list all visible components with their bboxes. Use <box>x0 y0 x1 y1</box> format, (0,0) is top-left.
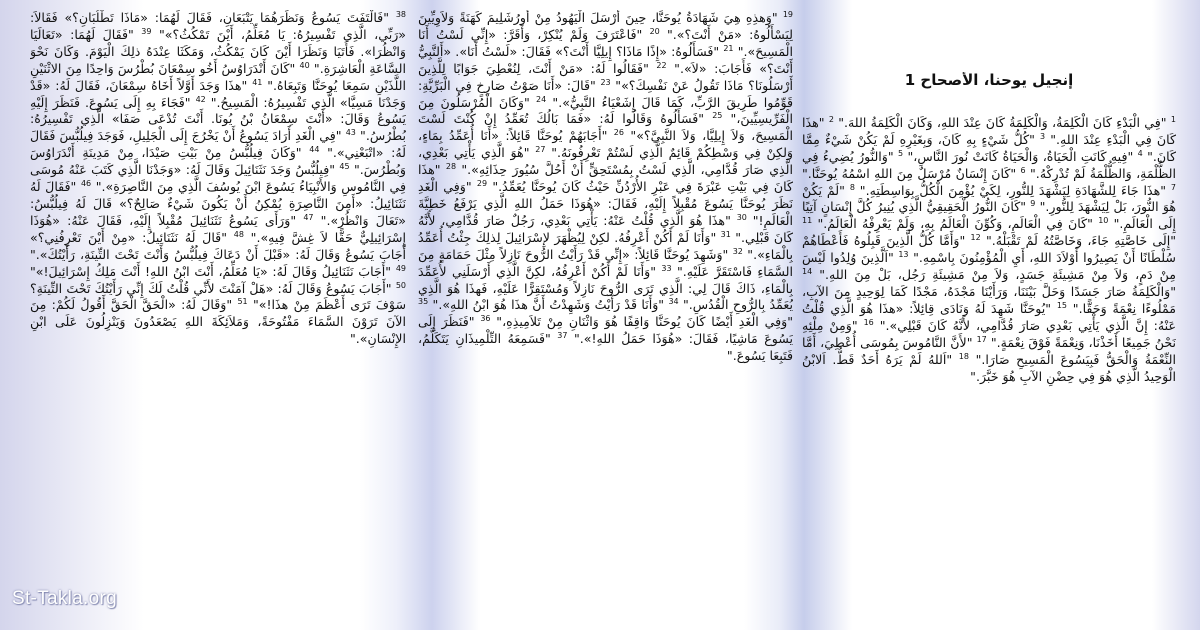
verse-number: 30 <box>736 212 747 222</box>
verse-text: "كَانَ أَنْدَرَاوُسُ أَخُو سِمْعَانَ بُطْرُسَ وَاحِدًا مِنَ الاثْنَيْنِ اللَّذَيْنِ سَمِعَا يُوحَنَّا وَتَبِعَاهُ." <box>30 60 406 93</box>
verse-number: 7 <box>1170 182 1176 192</box>
verse-number: 23 <box>600 77 611 87</box>
verse-number: 6 <box>1020 165 1026 175</box>
verse-number: 41 <box>252 77 263 87</box>
verse-text: "فَجَاءَ بِهِ إِلَى يَسُوعَ. فَنَظَرَ إِلَيْهِ يَسُوعُ وَقَالَ: «أَنْتَ سِمْعَانُ بْنُ يُونَا. أَنْتَ تُدْعَى صَفَا» الَّذِي تَفْسِيرُهُ: بُطْرُسُ." <box>30 94 406 144</box>
verse-number: 40 <box>299 60 310 70</box>
verse-text: "هذَا جَاءَ لِلشَّهَادَةِ لِيَشْهَدَ لِلنُّورِ، لِكَيْ يُؤْمِنَ الْكُلُّ بِوَاسِطَتِهِ." <box>854 182 1171 198</box>
verse-number: 39 <box>141 26 152 36</box>
verse-text: "وَفِي الْغَدِ أَيْضًا كَانَ يُوحَنَّا وَاقِفًا هُوَ وَاثْنَانِ مِنْ تَلاَمِيذِهِ،" <box>490 314 793 330</box>
verse-text: "وَقَالَ لَهُ: «الْحَقَّ الْحَقَّ أَقُولُ لَكُمْ: مِنَ الآنَ تَرَوْنَ السَّمَاءَ مَفْتُوحَةً، وَمَلاَئِكَةَ اللهِ يَصْعَدُونَ وَيَنْزِلُونَ عَلَى ابْنِ الإِنْسَانِ»." <box>30 297 406 347</box>
verse-number: 1 <box>1170 114 1176 124</box>
verse-text: "فَقَالَ لَهُمَا: «تَعَالَيَا وَانْظُرَا». فَأَتَيَا وَنَظَرَا أَيْنَ كَانَ يَمْكُثُ، وَمَكَثَا عِنْدَهُ ذلِكَ الْيَوْمَ. وَكَانَ نَحْوَ السَّاعَةِ الْعَاشِرَةِ." <box>30 26 406 76</box>
verse-text: "فِي الْبَدْءِ كَانَ الْكَلِمَةُ، وَالْكَلِمَةُ كَانَ عِنْدَ اللهِ، وَكَانَ الْكَلِمَةُ اللهَ." <box>833 114 1171 130</box>
verse-text: "إِلَى خَاصَّتِهِ جَاءَ، وَخَاصَّتُهُ لَمْ تَقْبَلْهُ." <box>980 233 1176 249</box>
verse-number: 31 <box>720 229 731 239</box>
verse-text: "كَانَ إِنْسَانٌ مُرْسَلٌ مِنَ اللهِ اسْمُهُ يُوحَنَّا." <box>802 165 1021 181</box>
verse-number: 29 <box>476 178 488 188</box>
verse-text: "اَللهُ لَمْ يَرَهُ أَحَدٌ قَطُّ. اَلابْنُ الْوَحِيدُ الَّذِي هُوَ فِي حِضْنِ الآبِ هُوَ خَبَّرَ." <box>802 351 1176 384</box>
verse-text: "هذَا هُوَ الَّذِي قُلْتُ عَنْهُ: يَأْتِي بَعْدِي، رَجُلٌ صَارَ قُدَّامِي، لأَنَّهُ كَانَ قَبْلِي." <box>418 212 793 245</box>
text-column-left <box>30 10 406 622</box>
verse-text: "وَهذِهِ هِيَ شَهَادَةُ يُوحَنَّا، حِينَ أَرْسَلَ الْيَهُودُ مِنْ أُورُشَلِيمَ كَهَنَةً وَلاَوِيِّينَ لِيَسْأَلُوهُ: «مَنْ أَنْتَ؟»." <box>418 10 793 42</box>
verse-number: 45 <box>339 161 350 171</box>
verse-text: "اَلَّذِينَ وُلِدُوا لَيْسَ مِنْ دَمٍ، وَلاَ مِنْ مَشِيئَةِ جَسَدٍ، وَلاَ مِنْ مَشِيئَةِ رَجُل، بَلْ مِنَ اللهِ." <box>802 250 1176 283</box>
verse-text: "فَسَأَلُوهُ: «إِذًا مَاذَا؟ إِيلِيَّا أَنْتَ؟» فَقَالَ: «لَسْتُ أَنَا». «أَلنَّبِيُّ أَنْتَ؟» فَأَجَابَ: «لاَ»." <box>418 43 793 76</box>
verse-text: "كَانَ فِي الْعَالَمِ، وَكُوِّنَ الْعَالَمُ بِهِ، وَلَمْ يَعْرِفْهُ الْعَالَمُ." <box>812 216 1099 232</box>
verse-number: 20 <box>649 26 660 36</box>
verse-text: "فَقَالُوا لَهُ: «مَنْ أَنْتَ، لِنُعْطِيَ جَوَابًا لِلَّذِينَ أَرْسَلُونَا؟ مَاذَا تَقُولُ عَنْ نَفْسِكَ؟»" <box>418 60 793 93</box>
verse-text: "يُوحَنَّا شَهِدَ لَهُ وَنَادَى قِائِلاً: «هذَا هُوَ الَّذِي قُلْتُ عَنْهُ: إِنَّ الَّذِي يَأْتِي بَعْدِي صَارَ قُدَّامِي، لأَنَّهُ كَانَ قَبْلِي»." <box>802 300 1176 333</box>
verse-number: 8 <box>849 182 855 192</box>
verse-number: 13 <box>898 249 909 259</box>
verse-text: "فَنَظَرَ إِلَى يَسُوعَ مَاشِيًا، فَقَالَ: «هُوَذَا حَمَلُ اللهِ!»." <box>418 314 793 347</box>
verse-text: "فَالْتَفَتَ يَسُوعُ وَنَظَرَهُمَا يَتْبَعَانِ، فَقَالَ لَهُمَا: «مَاذَا تَطْلُبَانِ؟» فَقَالاَ: «رَبِّي، الَّذِي تَفْسِيرُهُ: يَا مُعَلِّمُ، أَيْنَ تَمْكُثُ؟»" <box>30 10 406 42</box>
verse-text: "وَالْكَلِمَةُ صَارَ جَسَدًا وَحَلَّ بَيْنَنَا، وَرَأَيْنَا مَجْدَهُ، مَجْدًا كَمَا لِوَحِيدٍ مِنَ الآبِ، مَمْلُوءًا نِعْمَةً وَحَقًّا." <box>802 283 1176 316</box>
verse-number: 28 <box>445 161 457 171</box>
verse-text: "فِيهِ كَانَتِ الْحَيَاةُ، وَالْحَيَاةُ كَانَتْ نُورَ النَّاسِ،" <box>903 148 1138 164</box>
verse-text: "وَكَانَ فِيلُبُّسُ مِنْ بَيْتِ صَيْدَا، مِنْ مَدِينَةِ أَنْدَرَاوُسَ وَبُطْرُسَ." <box>30 145 406 178</box>
verse-number: 12 <box>970 233 981 243</box>
verse-number: 3 <box>1040 131 1046 141</box>
verse-text: "كَانَ النُّورُ الْحَقِيقِيُّ الَّذِي يُنِيرُ كُلَّ إِنْسَانٍ آتِيًا إِلَى الْعَالَمِ." <box>802 199 1176 232</box>
verse-number: 38 <box>395 10 406 19</box>
verse-number: 11 <box>802 216 813 226</box>
text-column-middle <box>418 10 793 622</box>
verse-number: 10 <box>1098 216 1109 226</box>
verse-text: "فَسَمِعَهُ التِّلْمِيذَانِ يَتَكَلَّمُ، فَتَبِعَا يَسُوعَ." <box>418 331 793 364</box>
verse-number: 32 <box>732 246 743 256</box>
verse-number: 4 <box>1137 148 1143 158</box>
verse-text: "وَالنُّورُ يُضِيءُ فِي الظُّلْمَةِ، وَالظُّلْمَةُ لَمْ تُدْرِكْهُ." <box>802 148 1176 181</box>
verse-number: 51 <box>237 297 248 307</box>
verse-list <box>418 10 793 365</box>
verse-text: "وَأَمَّا كُلُّ الَّذِينَ قَبِلُوهُ فَأَعْطَاهُمْ سُلْطَانًا أَنْ يَصِيرُوا أَوْلاَدَ اللهِ، أَيِ الْمُؤْمِنُونَ بِاسْمِهِ." <box>802 233 1176 266</box>
text-column-right <box>802 72 1176 622</box>
verse-number: 48 <box>233 229 244 239</box>
verse-text: "فِيلُبُّسُ وَجَدَ نَثَنَائِيلَ وَقَالَ لَهُ: «وَجَدْنَا الَّذِي كَتَبَ عَنْهُ مُوسَى فِي النَّامُوسِ وَالأَنْبِيَاءُ يَسُوعَ ابْنَ يُوسُفَ الَّذِي مِنَ النَّاصِرَةِ»." <box>30 162 406 195</box>
verse-text: "قَالَ لَهُ نَثَنَائِيلُ: «مِنْ أَيْنَ تَعْرِفُنِي؟» أَجَابَ يَسُوعُ وَقَالَ لَهُ: «قَبْلَ أَنْ دَعَاكَ فِيلُبُّسُ وَأَنْتَ تَحْتَ التِّينَةِ، رَأَيْتُكَ»." <box>30 229 406 262</box>
verse-text: "هُوَ الَّذِي يَأْتِي بَعْدِي، الَّذِي صَارَ قُدَّامِي، الَّذِي لَسْتُ بِمُسْتَحِقٍّ أَنْ أَحُلَّ سُيُورَ حِذَائِهِ»." <box>418 145 793 178</box>
verse-text: "فَقَالَ لَهُ نَثَنَائِيلُ: «أَمِنَ النَّاصِرَةِ يُمْكِنُ أَنْ يَكُونَ شَيْءٌ صَالِحٌ؟» قَالَ لَهُ فِيلُبُّسُ: «تَعَالَ وَانْظُرْ»." <box>30 179 406 228</box>
site-watermark: St-Takla.org <box>12 588 117 609</box>
verse-text: "هذَا كَانَ فِي بَيْتِ عَبْرَةَ فِي عَبْرِ الأُرْدُنِّ حَيْثُ كَانَ يُوحَنَّا يُعَمِّدُ." <box>418 162 793 195</box>
verse-text: "هذَا وَجَدَ أَوَّلاً أَخَاهُ سِمْعَانَ، فَقَالَ لَهُ: «قَدْ وَجَدْنَا مَسِيَّا» الَّذِي تَفْسِيرُهُ: الْمَسِيحُ." <box>30 77 406 110</box>
verse-text: "وَفِي الْغَدِ نَظَرَ يُوحَنَّا يَسُوعَ مُقْبِلاً إِلَيْهِ، فَقَالَ: «هُوَذَا حَمَلُ اللهِ الَّذِي يَرْفَعُ خَطِيَّةَ الْعَالَمِ!" <box>418 179 793 228</box>
verse-text: "وَكَانَ الْمُرْسَلُونَ مِنَ الْفَرِّيسِيِّينَ،" <box>418 94 793 127</box>
verse-number: 24 <box>536 94 547 104</box>
chapter-title: إنجيل يوحنا، الأصحاح 1 <box>904 72 1074 89</box>
verse-text: "لأَنَّ النَّامُوسَ بِمُوسَى أُعْطِيَ، أَمَّا النِّعْمَةُ وَالْحَقُّ فَبِيَسُوعَ الْمَسِيحِ صَارَا." <box>802 334 1176 367</box>
verse-text: "أَجَابَ نَثَنَائِيلُ وَقَالَ لَهُ: «يَا مُعَلِّمُ، أَنْتَ ابْنُ اللهِ! أَنْتَ مَلِكُ إِسْرَائِيلَ!»" <box>30 263 396 279</box>
verse-text: "وَأَنَا لَمْ أَكُنْ أَعْرِفُهُ. لكِنْ لِيُظْهَرَ لإِسْرَائِيلَ لِذلِكَ جِئْتُ أُعَمِّدُ بِالْمَاءِ»." <box>418 229 793 262</box>
verse-number: 37 <box>557 331 568 341</box>
verse-text: "وَمِنْ مِلْئِهِ نَحْنُ جَمِيعًا أَخَذْنَا، وَنِعْمَةً فَوْقَ نِعْمَةٍ." <box>802 317 1176 350</box>
verse-number: 5 <box>898 148 904 158</box>
verse-number: 46 <box>80 178 92 188</box>
verse-text: "وَشَهِدَ يُوحَنَّا قَائِلاً: «إِنِّي قَدْ رَأَيْتُ الرُّوحَ نَازِلاً مِثْلَ حَمَامَةٍ مِنَ السَّمَاءِ فَاسْتَقَرَّ عَلَيْهِ." <box>418 246 793 279</box>
verse-number: 9 <box>1030 199 1036 209</box>
verse-number: 43 <box>345 128 356 138</box>
verse-number: 44 <box>309 145 320 155</box>
verse-text: "أَجَابَهُمْ يُوحَنَّا قَائِلاً: «أَنَا أُعَمِّدُ بِمَاءٍ، وَلكِنْ فِي وَسْطِكُمْ قَائِمٌ الَّذِي لَسْتُمْ تَعْرِفُونَهُ." <box>418 128 793 161</box>
verse-text: "وَرَأَى يَسُوعُ نَثَنَائِيلَ مُقْبِلاً إِلَيْهِ، فَقَالَ عَنْهُ: «هُوَذَا إِسْرَائِيلِيٌّ حَقًّا لاَ غِشَّ فِيهِ»." <box>30 212 406 245</box>
verse-number: 25 <box>712 111 723 121</box>
verse-text: "فَاعْتَرَفَ وَلَمْ يُنْكِرْ، وَأَقَرَّ: «إِنِّي لَسْتُ أَنَا الْمَسِيحَ»." <box>418 26 793 59</box>
verse-text: "هذَا كَانَ فِي الْبَدْءِ عِنْدَ اللهِ." <box>802 114 1176 147</box>
verse-text: "قَالَ: «أَنَا صَوْتُ صَارِخٍ فِي الْبَرِّيَّةِ: قَوِّمُوا طَرِيقَ الرَّبِّ، كَمَا قَالَ إِشَعْيَاءُ النَّبِيُّ»." <box>418 77 793 110</box>
verse-list <box>802 115 1176 386</box>
verse-text: "كُلُّ شَيْءٍ بِهِ كَانَ، وَبِغَيْرِهِ لَمْ يَكُنْ شَيْءٌ مِمَّا كَانَ." <box>802 131 1176 164</box>
verse-text: "فِي الْغَدِ أَرَادَ يَسُوعُ أَنْ يَخْرُجَ إِلَى الْجَلِيلِ، فَوَجَدَ فِيلُبُّسَ فَقَالَ لَهُ: «اتْبَعْنِي»." <box>30 128 406 161</box>
verse-number: 19 <box>782 10 793 19</box>
verse-number: 18 <box>958 351 969 361</box>
verse-text: "أَجَابَ يَسُوعُ وَقَالَ لَهُ: «هَلْ آمَنْتَ لأَنِّي قُلْتُ لَكَ إِنِّي رَأَيْتُكَ تَحْتَ التِّينَةِ؟ سَوْفَ تَرَى أَعْظَمَ مِنْ هذَا!»" <box>30 280 406 313</box>
verse-number: 35 <box>418 297 429 307</box>
verse-number: 42 <box>195 94 206 104</box>
verse-number: 34 <box>668 297 679 307</box>
verse-number: 14 <box>802 266 813 276</box>
verse-text: "وَأَنَا قَدْ رَأَيْتُ وَشَهِدْتُ أَنَّ هذَا هُوَ ابْنُ اللهِ»." <box>428 297 669 313</box>
verse-text: "فَسَأَلُوهُ وَقَالُوا لَهُ: «فَمَا بَالُكَ تُعَمِّدُ إِنْ كُنْتَ لَسْتَ الْمَسِيحَ، وَلاَ إِيلِيَّا، وَلاَ النَّبِيَّ؟»" <box>418 111 793 144</box>
verse-list <box>30 10 406 348</box>
verse-number: 49 <box>395 263 406 273</box>
verse-number: 26 <box>613 128 624 138</box>
verse-number: 2 <box>828 114 834 124</box>
verse-text: "وَأَنَا لَمْ أَكُنْ أَعْرِفُهُ، لكِنَّ الَّذِي أَرْسَلَنِي لأُعَمِّدَ بِالْمَاءِ، ذَاكَ قَالَ لِي: الَّذِي تَرَى الرُّوحَ نَازِلاً وَمُسْتَقِرًّا عَلَيْهِ، فَهذَا هُوَ الَّذِي يُعَمِّدُ بِالرُّوحِ الْقُدُسِ." <box>418 263 793 313</box>
verse-number: 16 <box>863 317 874 327</box>
verse-number: 50 <box>395 280 406 290</box>
verse-text: "لَمْ يَكُنْ هُوَ النُّورَ، بَلْ لِيَشْهَدَ لِلنُّورِ." <box>802 182 1176 215</box>
verse-number: 21 <box>723 43 734 53</box>
verse-number: 17 <box>976 334 987 344</box>
verse-number: 27 <box>535 145 546 155</box>
verse-number: 47 <box>303 212 314 222</box>
verse-number: 33 <box>661 263 672 273</box>
verse-number: 15 <box>1056 300 1068 310</box>
verse-number: 22 <box>656 60 667 70</box>
verse-number: 36 <box>480 314 491 324</box>
